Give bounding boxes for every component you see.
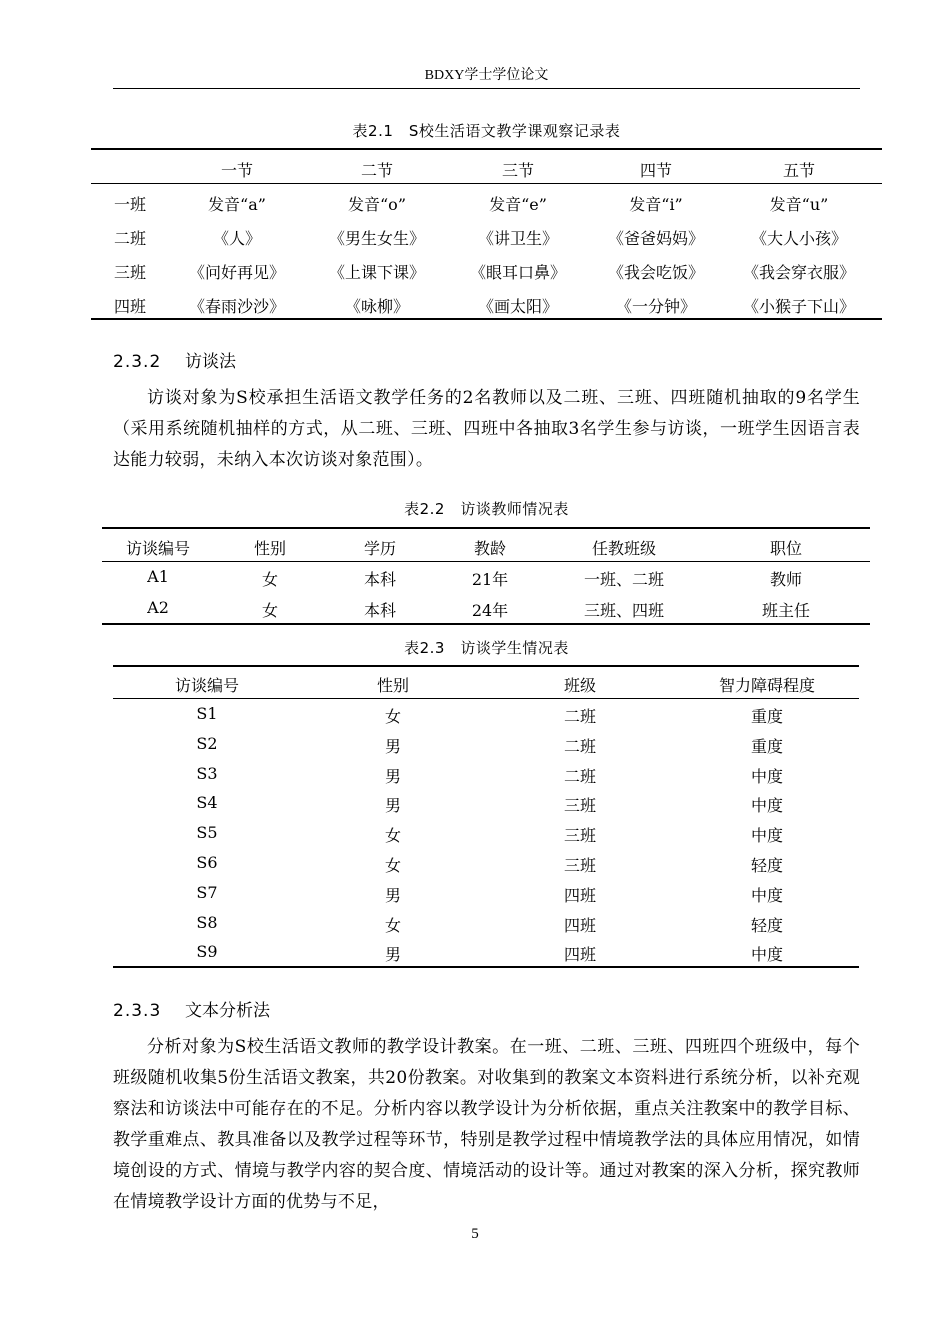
table2-cell: 教师: [769, 570, 803, 589]
table1-cell: 《男生女生》: [328, 229, 426, 248]
table3-cell: 二班: [563, 766, 597, 786]
table3-cell: 女: [384, 707, 402, 726]
table1-bottom-rule: [91, 318, 882, 320]
table1-cell: 《画太阳》: [477, 297, 559, 316]
table2-header-rule: [102, 561, 870, 562]
table2-column-header: 职位: [769, 539, 803, 558]
table3-cell: 中度: [750, 885, 784, 905]
table1-top-rule: [91, 148, 882, 150]
paragraph-text: 访谈对象为S校承担生活语文教学任务的2名教师以及二班、三班、四班随机抽取的9名学生（采用系统随机抽样的方式，从二班、三班、四班中各抽取3名学生参与访谈，一班学生因语言表达能力较弱，未纳入本次访谈对象范围）。: [113, 388, 860, 470]
table3-cell: 二班: [563, 707, 597, 726]
table3-cell: 男: [384, 736, 402, 756]
table1-cell: 发音“e”: [489, 195, 547, 214]
table2-cell: 本科: [363, 601, 397, 620]
table3-cell: S8: [196, 912, 218, 932]
table1-cell: 二班: [113, 229, 147, 248]
table2-top-rule: [102, 527, 870, 529]
table3-cell: 轻度: [750, 856, 784, 875]
page-number: 5: [471, 1226, 479, 1242]
table1-cell: 《咏柳》: [344, 297, 410, 316]
table2-cell: 女: [261, 570, 279, 589]
table3-cell: 三班: [563, 826, 597, 846]
paragraph-text: 分析对象为S校生活语文教师的教学设计教案。在一班、二班、三班、四班四个班级中，每个班级随机收集5份生活语文教案，共20份教案。对收集到的教案文本资料进行系统分析，以补充观察法和访谈法中可能存在的不足。分析内容以教学设计为分析依据，重点关注教案中的教学目标、教学重难点、教具准备以及教学过程等环节，特别是教学过程中情境教学法的具体应用情况，如情境创设的方式、情境与教学内容的契合度、情境活动的设计等。通过对教案的深入分析，探究教师在情境教学设计方面的优势与不足，: [113, 1037, 860, 1212]
table1-cell: 《问好再见》: [188, 263, 286, 282]
table1-column-header: 二节: [360, 161, 394, 180]
table1-caption: 表2.1 S校生活语文教学课观察记录表: [352, 122, 621, 140]
table3-cell: 女: [384, 915, 402, 935]
table2-cell: 班主任: [761, 601, 811, 620]
section-heading-2-3-3: [113, 996, 270, 1021]
table3-cell: 中度: [750, 796, 784, 816]
table3-cell: 男: [384, 945, 402, 965]
table1-cell: 《大人小孩》: [750, 229, 848, 248]
table1-column-header: 四节: [639, 161, 673, 180]
table2-cell: 本科: [363, 570, 397, 589]
table2-column-header: 访谈编号: [125, 539, 191, 558]
paragraph-interview: [113, 383, 860, 476]
table3-header-rule: [113, 698, 859, 699]
table3-column-header: 性别: [376, 676, 410, 695]
table2-cell: 一班、二班: [583, 570, 665, 589]
table1-cell: 四班: [113, 297, 147, 316]
table2-caption: 表2.2 访谈教师情况表: [404, 500, 569, 518]
table3-cell: 女: [384, 826, 402, 846]
section-number: 2.3.3: [113, 1001, 162, 1021]
table1-cell: 《小猴子下山》: [742, 297, 856, 316]
section-title: 访谈法: [185, 352, 236, 372]
table3-cell: 三班: [563, 856, 597, 875]
table3-cell: 男: [384, 766, 402, 786]
section-heading-2-3-2: [113, 347, 236, 372]
table3-cell: 轻度: [750, 915, 784, 935]
table3-column-header: 智力障碍程度: [718, 676, 816, 695]
table1-cell: 《春雨沙沙》: [188, 297, 286, 316]
table3-bottom-rule: [113, 966, 859, 968]
table2-cell: A1: [147, 567, 169, 586]
table3-cell: 男: [384, 885, 402, 905]
table1-cell: 发音“o”: [348, 195, 406, 214]
table3-caption: 表2.3 访谈学生情况表: [404, 639, 569, 657]
table1-cell: 一班: [113, 195, 147, 214]
table3-cell: 中度: [750, 826, 784, 846]
table3-cell: S1: [196, 704, 218, 723]
table3-cell: 二班: [563, 736, 597, 756]
table1-cell: 《我会穿衣服》: [742, 263, 856, 282]
table3-cell: S7: [196, 882, 218, 902]
table3-cell: S4: [196, 793, 218, 813]
table2-column-header: 学历: [363, 539, 397, 558]
table2-cell: 三班、四班: [583, 601, 665, 620]
table3-cell: S3: [196, 763, 218, 783]
table3-cell: 四班: [563, 945, 597, 965]
table1-column-header: 五节: [782, 161, 816, 180]
table3-cell: 中度: [750, 945, 784, 965]
table3-cell: 女: [384, 856, 402, 875]
table1-cell: 发音“a”: [208, 195, 266, 214]
table1-cell: 《上课下课》: [328, 263, 426, 282]
table2-cell: 21年: [471, 570, 509, 589]
table3-cell: 三班: [563, 796, 597, 816]
table1-cell: 《一分钟》: [615, 297, 697, 316]
table3-cell: S5: [196, 823, 218, 843]
table3-top-rule: [113, 665, 859, 667]
table1-cell: 《人》: [212, 229, 262, 248]
table1-header-rule: [91, 183, 882, 184]
table1-cell: 发音“u”: [769, 195, 829, 214]
table2-column-header: 任教班级: [591, 539, 657, 558]
table3-column-header: 班级: [563, 676, 597, 695]
table1-cell: 发音“i”: [629, 195, 683, 214]
table3-column-header: 访谈编号: [174, 676, 240, 695]
header-rule: [113, 88, 860, 89]
table3-cell: 中度: [750, 766, 784, 786]
table3-cell: 男: [384, 796, 402, 816]
table1-cell: 《我会吃饭》: [607, 263, 705, 282]
table3-cell: 四班: [563, 915, 597, 935]
table3-cell: 重度: [750, 736, 784, 756]
section-title: 文本分析法: [185, 1001, 270, 1021]
table3-cell: S9: [196, 942, 218, 962]
table3-cell: 四班: [563, 885, 597, 905]
table2-column-header: 性别: [253, 539, 287, 558]
table1-cell: 三班: [113, 263, 147, 282]
table1-cell: 《眼耳口鼻》: [469, 263, 567, 282]
paragraph-text-analysis: [113, 1032, 860, 1218]
table2-bottom-rule: [102, 623, 870, 625]
table3-cell: S2: [196, 733, 218, 753]
section-number: 2.3.2: [113, 352, 162, 372]
running-header: BDXY学士学位论文: [424, 68, 549, 83]
table1-cell: 《讲卫生》: [477, 229, 559, 248]
table2-column-header: 教龄: [473, 539, 507, 558]
table2-cell: A2: [147, 598, 169, 617]
table1-column-header: 一节: [220, 161, 254, 180]
table3-cell: 重度: [750, 707, 784, 726]
table2-cell: 24年: [471, 601, 509, 620]
table1-column-header: 三节: [501, 161, 535, 180]
table3-cell: S6: [196, 853, 218, 872]
table2-cell: 女: [261, 601, 279, 620]
table1-cell: 《爸爸妈妈》: [607, 229, 705, 248]
